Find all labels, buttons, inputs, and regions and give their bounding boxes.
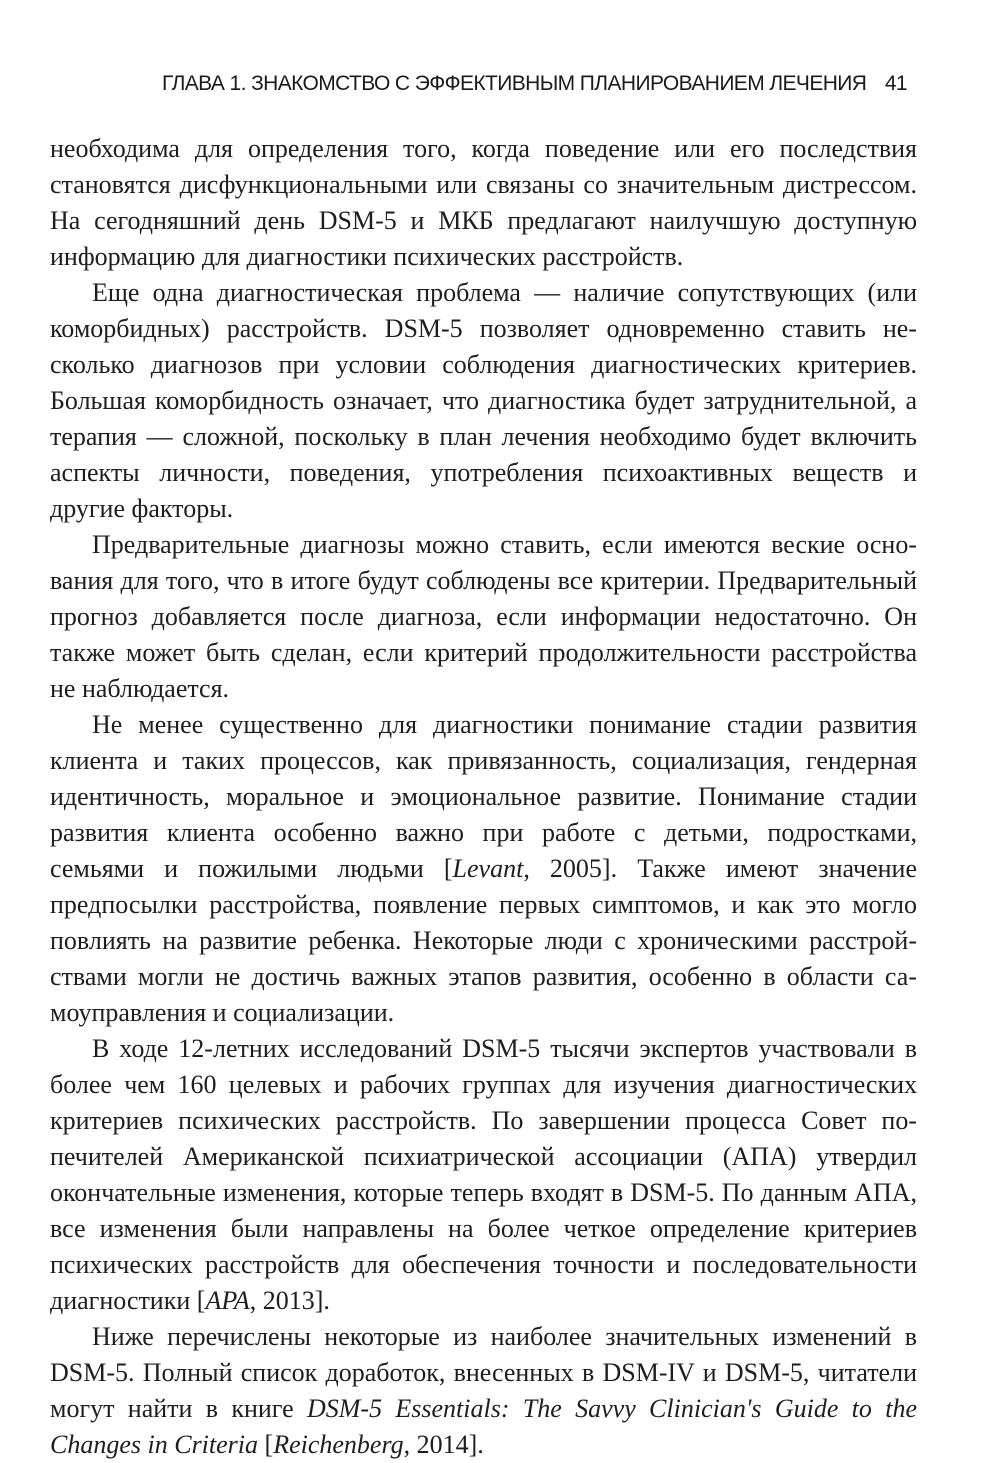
paragraph-6 [50,1319,917,1463]
paragraph-6-text-middle: [ [258,1430,274,1459]
paragraph-4-text-before: Не менее существенно для диагностики понимание стадии развития клиента и таких процессов, как привязанность, социализация, гендерная идентичность, моральное и эмоциональное развитие. Понимание стадии развития клиента особенно важно при работе с детьми, подростками, семьями и пожилыми людьми [ [50,710,917,883]
page-number: 41 [884,72,907,95]
paragraph-5 [50,1031,917,1319]
paragraph-6-text-before: Ниже перечислены некоторые из наиболее значительных изменений в DSM-5. Полный список доработок, внесенных в DSM-IV и DSM-5, читатели могут найти в книге [50,1322,917,1423]
paragraph-5-text-before: В ходе 12-летних исследований DSM-5 тысячи экспертов участвовали в более чем 160 целевых и рабочих группах для изучения диагностических критериев психических расстройств. По завершении процесса Совет попечителей Американской психиатрической ассоциации (АПА) утвердил окончательные изменения, которые теперь входят в DSM-5. По данным АПА, все изменения были направлены на более четкое определение критериев психических расстройств для обеспечения точности и последовательности диагностики [ [50,1034,917,1315]
paragraph-4 [50,707,917,1031]
paragraph-2: Еще одна диагностическая проблема — наличие сопутствующих (или коморбидных) расстройств. DSM-5 позволяет одновременно ставить несколько диагнозов при условии соблюдения диагностических критериев. Большая коморбидность означает, что диагностика будет затруднительной, а терапия — сложной, поскольку в план лечения необходимо будет включить аспекты личности, поведения, употребления психоактивных веществ и другие факторы. [50,278,917,523]
citation-reichenberg: Reichenberg [273,1430,404,1459]
running-title: ГЛАВА 1. ЗНАКОМСТВО С ЭФФЕКТИВНЫМ ПЛАНИРОВАНИЕМ ЛЕЧЕНИЯ [162,72,867,95]
paragraph-1: необходима для определения того, когда поведение или его последствия становятся дисфункциональными или связаны со значительным дистрессом. На сегодняшний день DSM-5 и МКБ предлагают наилучшую доступную информацию для диагностики психических расстройств. [50,134,917,271]
citation-apa: APA [205,1286,250,1315]
citation-levant: Levant [452,854,524,883]
running-header [162,72,907,106]
body-text [50,131,917,1463]
paragraph-6-text-after: , 2014]. [403,1430,484,1459]
paragraph-3: Предварительные диагнозы можно ставить, если имеются веские основания для того, что в итоге будут соблюдены все критерии. Предварительный прогноз добавляется после диагноза, если информации недостаточно. Он также может быть сделан, если критерий продолжительности расстройства не наблюдается. [50,530,917,703]
paragraph-5-text-after: , 2013]. [249,1286,330,1315]
paragraph-4-text-after: , 2005]. Также имеют значение предпосылки расстройства, появление первых симптомов, и как это могло повлиять на развитие ребенка. Некоторые люди с хроническими расстройствами могли не достичь важных этапов развития, особенно в области самоуправления и социализации. [50,854,918,1027]
book-title: DSM-5 Essentials: The Savvy Clinician's Guide to the Changes in Criteria [50,1394,917,1459]
